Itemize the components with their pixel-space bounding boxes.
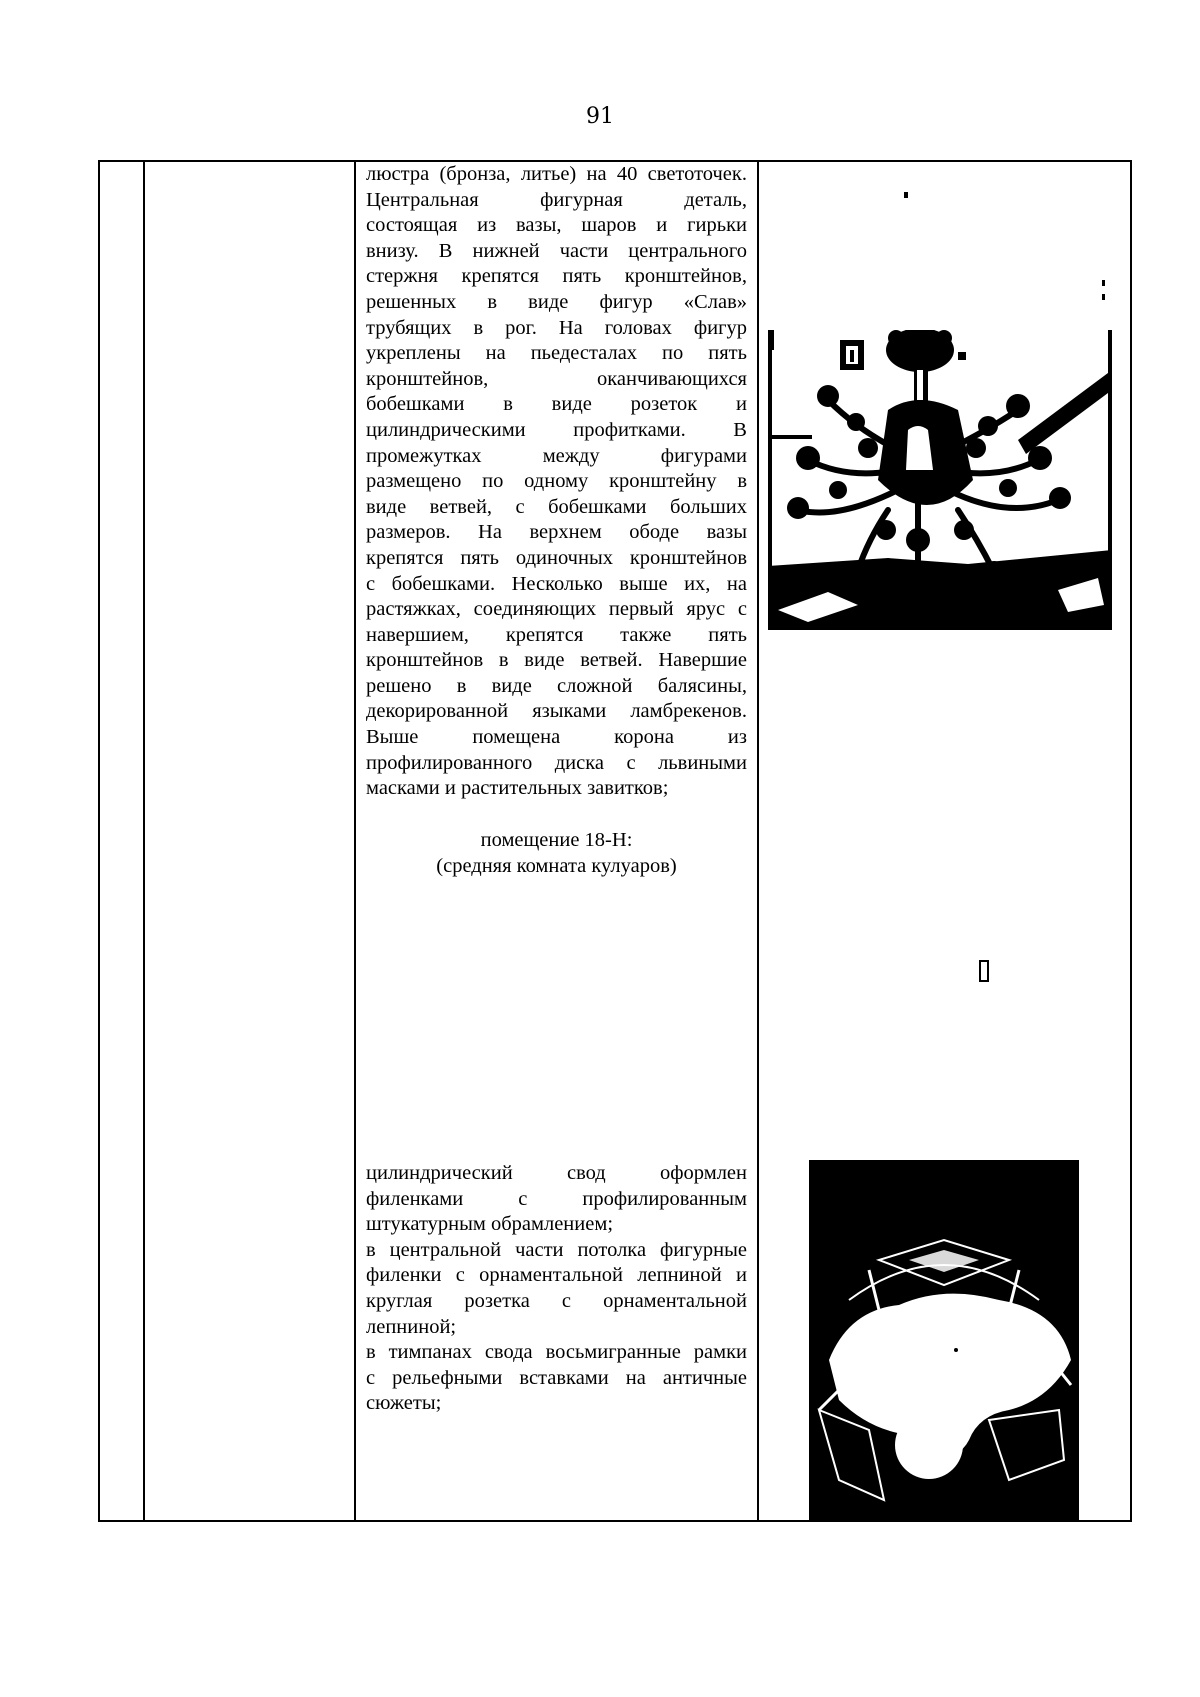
description-line: Центральная фигурная деталь, <box>366 188 747 211</box>
page-number: 91 <box>586 104 614 129</box>
description-line: цилиндрическими профитками. В <box>366 418 747 441</box>
description-line: люстра (бронза, литье) на 40 светоточек. <box>366 163 747 185</box>
scan-bracket-mark <box>979 960 989 982</box>
ceiling-icon <box>809 1160 1079 1521</box>
ceiling-line: штукатурным обрамлением; <box>366 1213 614 1236</box>
column-divider-2 <box>354 160 356 1522</box>
description-line: с бобешками. Несколько выше их, на <box>366 572 747 595</box>
column-divider-3 <box>757 160 759 1522</box>
description-line: растяжках, соединяющих первый ярус с <box>366 598 747 621</box>
description-line: размещено по одному кронштейну в <box>366 470 747 493</box>
scan-speck <box>904 192 908 198</box>
chandelier-description <box>366 162 747 802</box>
room-name: (средняя комната кулуаров) <box>436 854 677 877</box>
description-line: кронштейнов, оканчивающихся <box>366 367 747 390</box>
ceiling-line: в тимпанах свода восьмигранные рамки <box>366 1341 747 1364</box>
ceiling-line: филенками с профилированным <box>366 1187 747 1210</box>
ceiling-line: цилиндрический свод оформлен <box>366 1162 747 1184</box>
description-line: промежутках между фигурами <box>366 444 747 467</box>
description-line: размеров. На верхнем ободе вазы <box>366 521 747 544</box>
ceiling-line: филенки с орнаментальной лепниной и <box>366 1264 747 1287</box>
description-line: внизу. В нижней части центрального <box>366 239 747 262</box>
description-line: профилированного диска с львиными <box>366 751 747 774</box>
column-divider-1 <box>143 160 145 1522</box>
description-line: решенных в виде фигур «Слав» <box>366 290 747 313</box>
ceiling-description <box>366 1161 747 1417</box>
description-line: крепятся пять одиночных кронштейнов <box>366 546 747 569</box>
ceiling-line: с рельефными вставками на античные <box>366 1366 747 1389</box>
ceiling-line: сюжеты; <box>366 1392 442 1415</box>
scan-speck <box>1102 280 1105 286</box>
description-line: трубящих в рог. На головах фигур <box>366 316 747 339</box>
description-line: виде ветвей, с бобешками больших <box>366 495 747 518</box>
description-line: бобешками в виде розеток и <box>366 393 747 416</box>
chandelier-icon <box>768 330 1112 630</box>
ceiling-line: круглая розетка с орнаментальной <box>366 1289 747 1312</box>
description-line: навершием, крепятся также пять <box>366 623 747 646</box>
room-heading <box>366 828 747 879</box>
description-line: масками и растительных завитков; <box>366 777 669 800</box>
chandelier-photo <box>768 330 1112 630</box>
scan-speck <box>1102 294 1105 300</box>
ceiling-photo <box>809 1160 1079 1521</box>
ceiling-line: в центральной части потолка фигурные <box>366 1238 747 1261</box>
description-line: Выше помещена корона из <box>366 726 747 749</box>
description-line: укреплены на пьедесталах по пять <box>366 342 747 365</box>
room-number: помещение 18-Н: <box>480 829 633 851</box>
description-line: декорированной языками ламбрекенов. <box>366 700 747 723</box>
ceiling-line: лепниной; <box>366 1315 457 1338</box>
description-line: стержня крепятся пять кронштейнов, <box>366 265 747 288</box>
description-line: решено в виде сложной балясины, <box>366 674 747 697</box>
description-line: состоящая из вазы, шаров и гирьки <box>366 214 747 237</box>
description-line: кронштейнов в виде ветвей. Навершие <box>366 649 747 672</box>
